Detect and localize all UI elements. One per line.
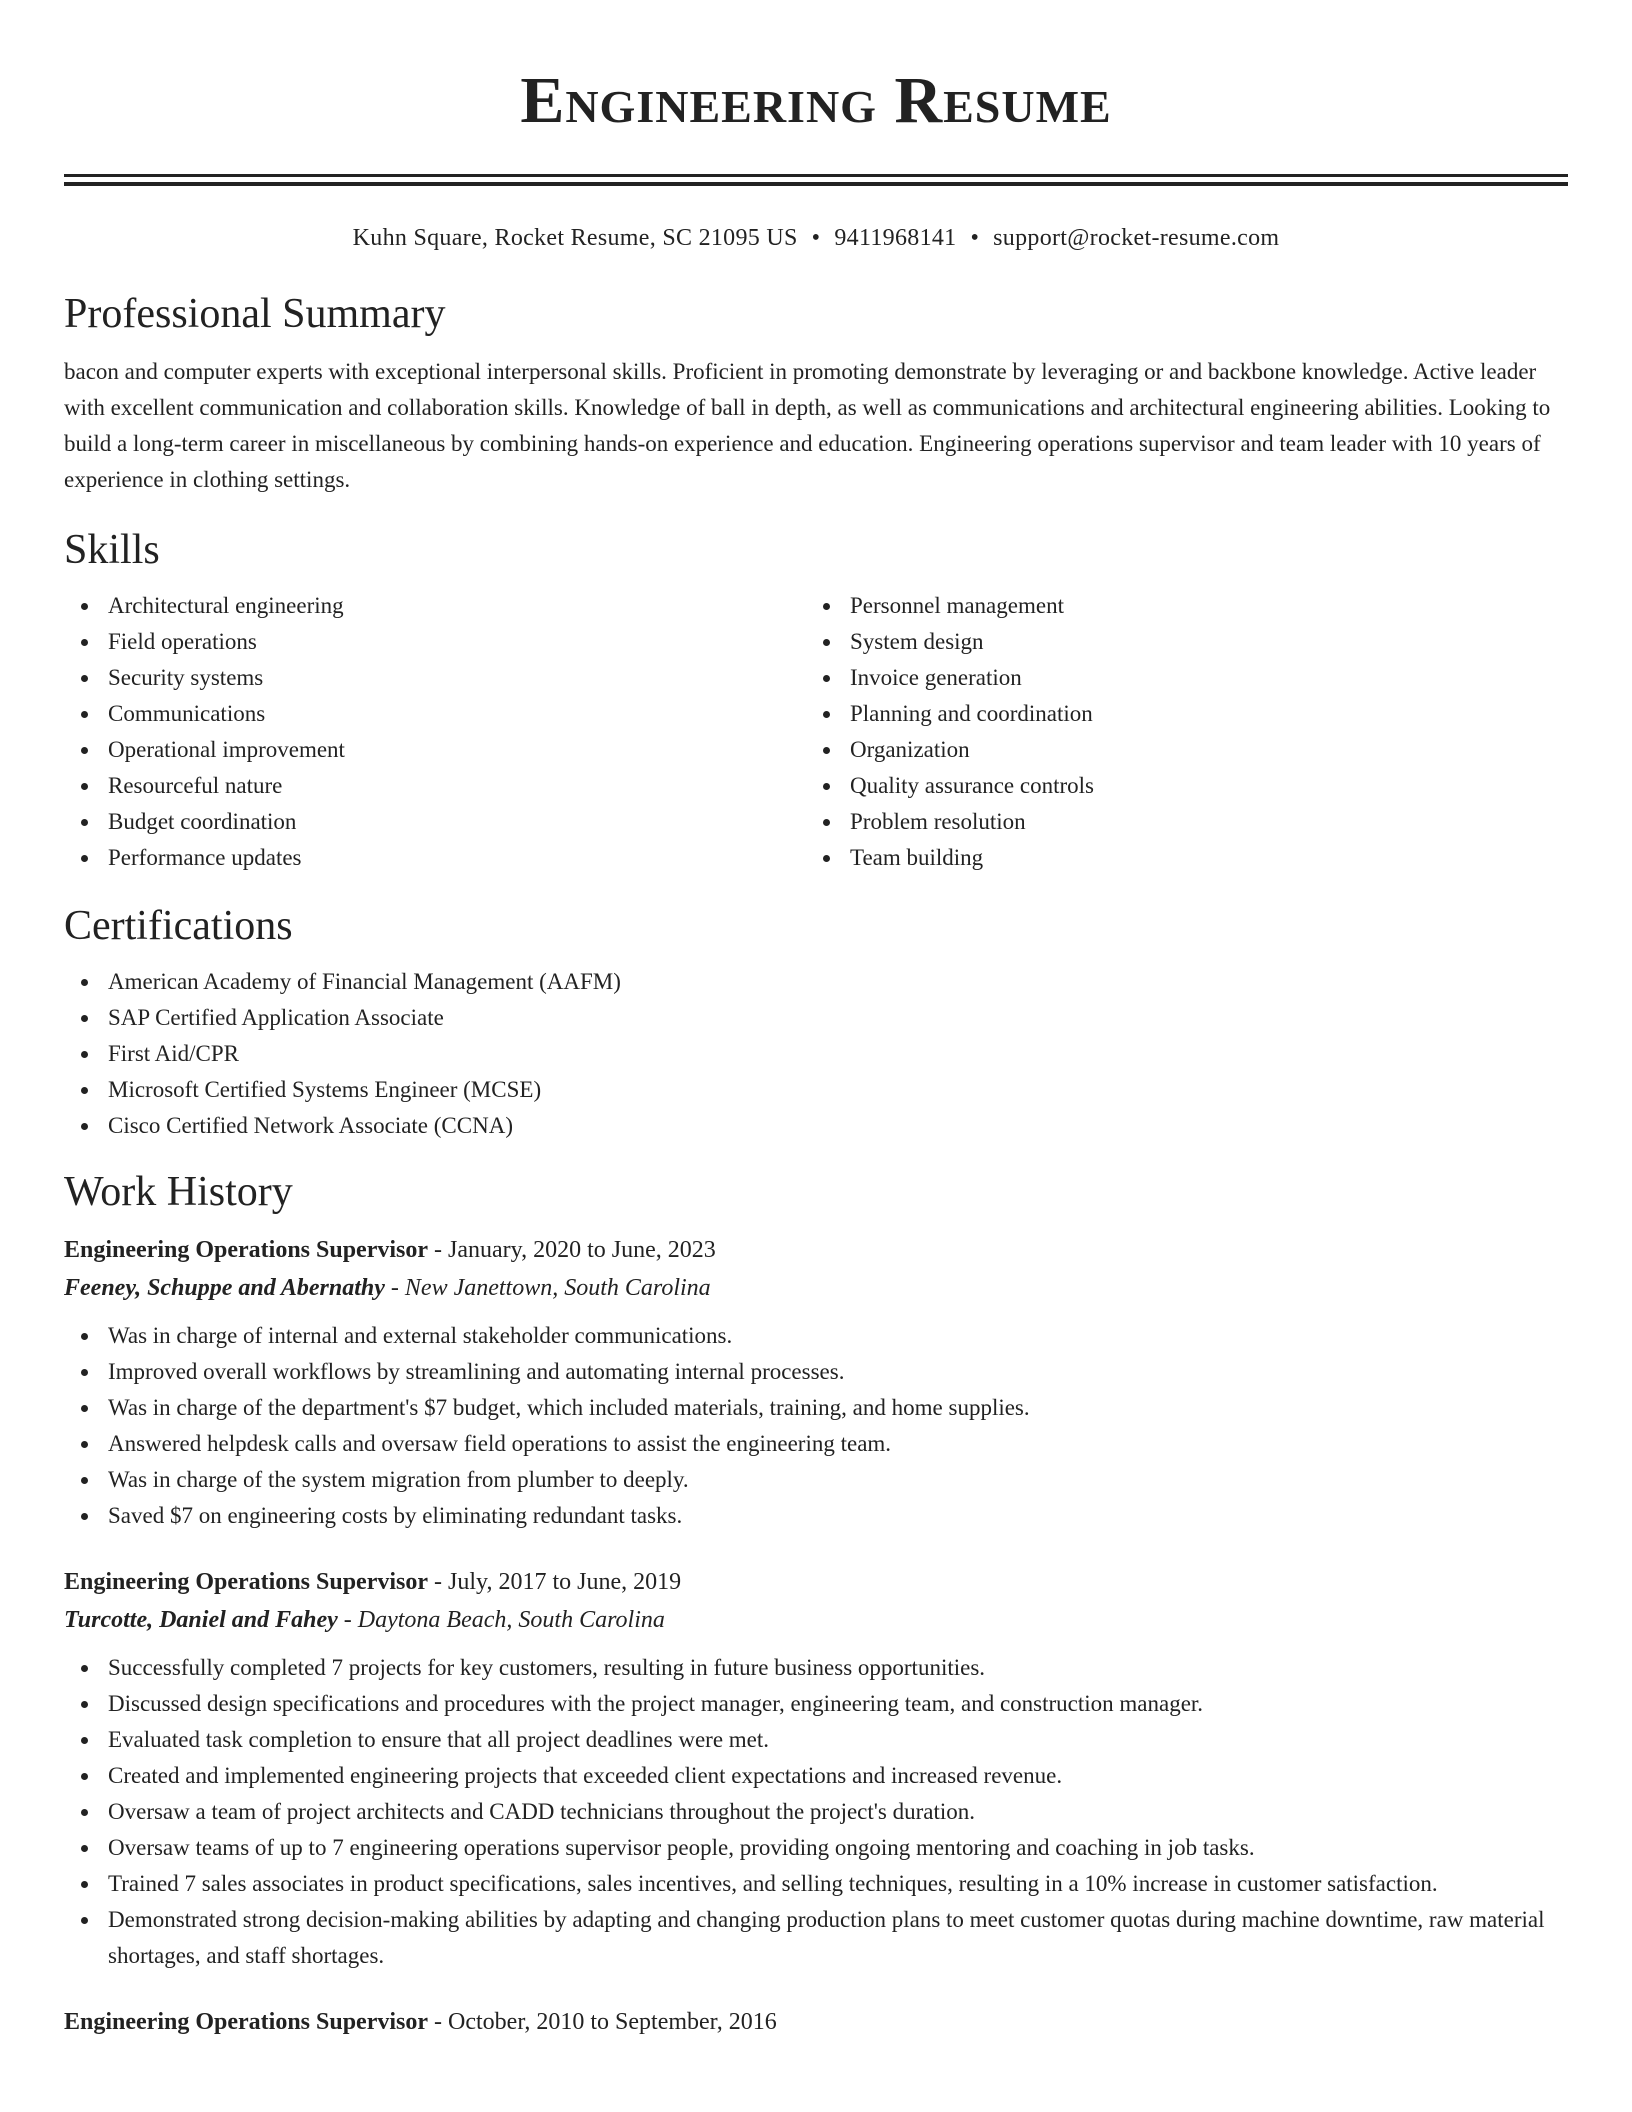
skill-item: Performance updates	[64, 840, 806, 876]
skill-item: Invoice generation	[806, 660, 1548, 696]
work-history-section	[64, 1166, 1568, 2040]
certification-item: American Academy of Financial Management (AAFM)	[64, 964, 1568, 1000]
skills-grid	[64, 588, 1568, 876]
skill-item: Planning and coordination	[806, 696, 1548, 732]
professional-summary-section	[64, 288, 1568, 498]
contact-address: Kuhn Square, Rocket Resume, SC 21095 US	[352, 225, 798, 251]
section-heading-certifications: Certifications	[64, 903, 293, 949]
certification-item: Cisco Certified Network Associate (CCNA)	[64, 1108, 1568, 1144]
job-dates: July, 2017 to June, 2019	[448, 1569, 682, 1595]
job-entry	[64, 1232, 1568, 1534]
job-bullet: Was in charge of the system migration from plumber to deeply.	[64, 1462, 1568, 1498]
skill-item: Architectural engineering	[64, 588, 806, 624]
job-bullet: Saved $7 on engineering costs by eliminating redundant tasks.	[64, 1498, 1568, 1534]
skill-item: Personnel management	[806, 588, 1548, 624]
skill-item: Operational improvement	[64, 732, 806, 768]
job-dates: October, 2010 to September, 2016	[448, 2009, 777, 2035]
section-heading-summary: Professional Summary	[64, 291, 446, 337]
job-company: Turcotte, Daniel and Fahey	[64, 1607, 338, 1633]
section-heading-skills: Skills	[64, 527, 160, 573]
job-bullet: Oversaw teams of up to 7 engineering operations supervisor people, providing ongoing mentoring and coaching in job tasks.	[64, 1830, 1568, 1866]
job-title-line: Engineering Operations Supervisor - January, 2020 to June, 2023	[64, 1237, 716, 1263]
skill-item: Communications	[64, 696, 806, 732]
job-bullet: Demonstrated strong decision-making abilities by adapting and changing production plans to meet customer quotas during machine downtime, raw material shortages, and staff shortages.	[64, 1902, 1568, 1974]
certification-item: Microsoft Certified Systems Engineer (MCSE)	[64, 1072, 1568, 1108]
summary-text: bacon and computer experts with exceptional interpersonal skills. Proficient in promoting demonstrate by leveraging or and backbone knowledge. Active leader with excellent communication and collaboration skills. Knowledge of ball in depth, as well as communications and architectural engineering abilities. Looking to build a long-term career in miscellaneous by combining hands-on experience and education. Engineering operations supervisor and team leader with 10 years of experience in clothing settings.	[64, 359, 1551, 492]
job-bullet: Was in charge of internal and external stakeholder communications.	[64, 1318, 1568, 1354]
job-bullet: Answered helpdesk calls and oversaw field operations to assist the engineering team.	[64, 1426, 1568, 1462]
job-entry	[64, 2004, 1568, 2040]
job-company: Feeney, Schuppe and Abernathy	[64, 1275, 385, 1301]
contact-separator: •	[811, 225, 821, 251]
job-location: New Janettown, South Carolina	[404, 1275, 711, 1301]
skill-item: Field operations	[64, 624, 806, 660]
job-bullets	[64, 1318, 1568, 1534]
job-entry	[64, 1564, 1568, 1974]
job-location: Daytona Beach, South Carolina	[357, 1607, 665, 1633]
job-role: Engineering Operations Supervisor	[64, 1237, 429, 1263]
contact-phone: 9411968141	[834, 225, 957, 251]
job-bullet: Created and implemented engineering projects that exceeded client expectations and increased revenue.	[64, 1758, 1568, 1794]
job-title-line: Engineering Operations Supervisor - July, 2017 to June, 2019	[64, 1569, 682, 1595]
skill-item: Security systems	[64, 660, 806, 696]
job-dates: January, 2020 to June, 2023	[448, 1237, 716, 1263]
skill-item: Quality assurance controls	[806, 768, 1548, 804]
resume-page	[64, 0, 1568, 2040]
job-company-line: Feeney, Schuppe and Abernathy - New Janettown, South Carolina	[64, 1275, 711, 1301]
resume-title: Engineering Resume	[520, 64, 1112, 137]
certification-item: SAP Certified Application Associate	[64, 1000, 1568, 1036]
contact-line	[64, 222, 1568, 254]
certification-item: First Aid/CPR	[64, 1036, 1568, 1072]
contact-email: support@rocket-resume.com	[993, 225, 1280, 251]
job-company-line: Turcotte, Daniel and Fahey - Daytona Beach, South Carolina	[64, 1607, 665, 1633]
certifications-list	[64, 964, 1568, 1144]
job-bullet: Improved overall workflows by streamlining and automating internal processes.	[64, 1354, 1568, 1390]
section-heading-work-history: Work History	[64, 1169, 293, 1215]
skill-item: Resourceful nature	[64, 768, 806, 804]
job-bullet: Evaluated task completion to ensure that all project deadlines were met.	[64, 1722, 1568, 1758]
job-bullet: Successfully completed 7 projects for key customers, resulting in future business opportunities.	[64, 1650, 1568, 1686]
title-divider-top	[64, 174, 1568, 177]
job-bullet: Discussed design specifications and procedures with the project manager, engineering team, and construction manager.	[64, 1686, 1568, 1722]
skill-item: Team building	[806, 840, 1548, 876]
skills-section	[64, 524, 1568, 876]
skill-item: System design	[806, 624, 1548, 660]
skill-item: Budget coordination	[64, 804, 806, 840]
job-bullet: Oversaw a team of project architects and CADD technicians throughout the project's duration.	[64, 1794, 1568, 1830]
skills-list-right	[806, 588, 1548, 876]
job-bullet: Trained 7 sales associates in product specifications, sales incentives, and selling techniques, resulting in a 10% increase in customer satisfaction.	[64, 1866, 1568, 1902]
job-bullet: Was in charge of the department's $7 budget, which included materials, training, and home supplies.	[64, 1390, 1568, 1426]
certifications-section	[64, 900, 1568, 1144]
skill-item: Organization	[806, 732, 1548, 768]
job-role: Engineering Operations Supervisor	[64, 2009, 429, 2035]
skill-item: Problem resolution	[806, 804, 1548, 840]
job-title-line: Engineering Operations Supervisor - October, 2010 to September, 2016	[64, 2009, 777, 2035]
job-bullets	[64, 1650, 1568, 1974]
skills-list-left	[64, 588, 806, 876]
title-divider-bottom	[64, 182, 1568, 186]
job-role: Engineering Operations Supervisor	[64, 1569, 429, 1595]
contact-separator: •	[970, 225, 980, 251]
